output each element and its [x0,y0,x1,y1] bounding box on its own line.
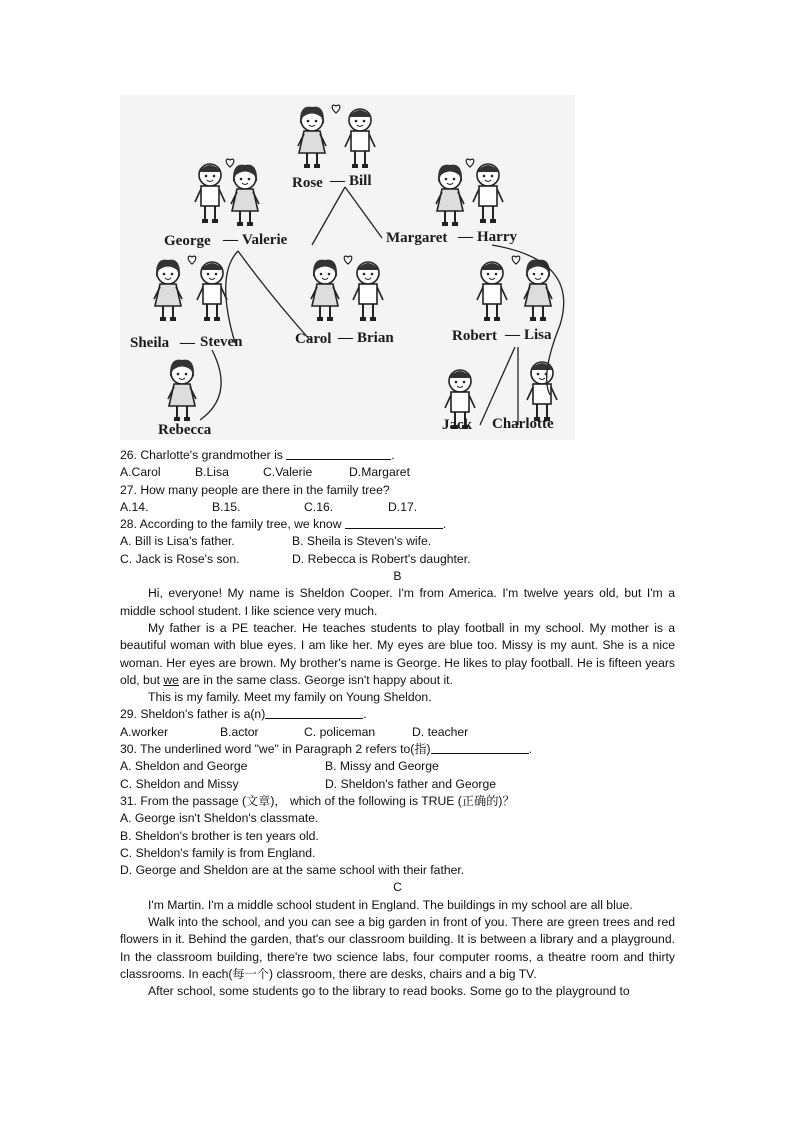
tree-name-jack: Jack [442,417,472,433]
question-28-options-row2 [120,551,675,568]
answer-blank[interactable] [286,447,391,460]
option: B.actor [220,724,259,739]
tree-name-sheila: Sheila [130,335,170,351]
tree-name-robert: Robert [452,328,497,344]
questions-and-passages [120,447,675,1001]
option: B.Lisa [195,465,229,480]
option: B. Sheldon's brother is ten years old. [120,828,319,843]
passage-c-paragraph-1: I'm Martin. I'm a middle school student in England. The buildings in my school are all blue. [148,897,633,912]
option: B.15. [212,499,241,514]
question-28: 28. According to the family tree, we know . [120,517,447,532]
tree-name-steven: Steven [200,334,243,350]
question-30-options-row1 [120,758,675,775]
tree-couple-dash: — [458,229,473,245]
option: A.Carol [120,465,161,480]
option: A.14. [120,499,149,514]
question-26: 26. Charlotte's grandmother is . [120,448,395,462]
tree-name-valerie: Valerie [242,232,288,248]
option: D.17. [388,499,418,514]
option: A. Bill is Lisa's father. [120,534,235,549]
option: C. Jack is Rose's son. [120,551,240,566]
underlined-word: we [163,672,179,687]
passage-c-paragraph-3: After school, some students go to the library to read books. Some go to the playground to [148,984,630,999]
option: C. Sheldon and Missy [120,776,239,791]
tree-name-bill: Bill [349,173,372,189]
tree-name-charlotte: Charlotte [492,416,554,432]
tree-name-george: George [164,233,211,249]
option: D. Rebecca is Robert's daughter. [292,551,471,566]
answer-blank[interactable] [265,706,363,719]
option: D.Margaret [349,465,410,480]
option: C.Valerie [263,465,313,480]
option: C.16. [304,499,334,514]
question-27-options [120,499,675,516]
option: C. Sheldon's family is from England. [120,845,316,860]
question-27: 27. How many people are there in the family tree? [120,482,390,497]
passage-b-paragraph-2: My father is a PE teacher. He teaches students to play football in my school. My mother is a beautiful woman with blue eyes. I am like her. My eyes are blue too. Missy is my aunt. She is a nice woman. Her eyes are brown. My brother's name is George. He likes to play football. He is fifteen years old, but we are in the same class. George isn't happy about it. [120,620,675,687]
answer-blank[interactable] [431,741,529,754]
tree-couple-dash: — [223,232,238,248]
option: A. George isn't Sheldon's classmate. [120,811,319,826]
tree-name-rose: Rose [292,175,323,191]
family-tree-illustration [120,95,575,440]
worksheet-page [120,95,675,999]
tree-name-margaret: Margaret [386,230,448,246]
question-29: 29. Sheldon's father is a(n) . [120,707,367,722]
option: D. George and Sheldon are at the same school with their father. [120,863,465,878]
option: A. Sheldon and George [120,759,248,774]
section-c-heading: C [393,880,402,895]
question-26-options [120,464,675,481]
tree-name-rebecca: Rebecca [158,422,212,438]
passage-c-paragraph-2: Walk into the school, and you can see a big garden in front of you. There are green trees and red flowers in it. Behind the garden, that's our classroom building. It is between a library and a playground. In the classroom building, there're two science labs, four computer rooms, a theatre room and thirty classrooms. In each(每一个) classroom, there are desks, chairs and a big TV. [120,915,675,981]
question-31: 31. From the passage (文章)， which of the following is TRUE (正确的)？ [120,793,515,808]
tree-name-harry: Harry [477,229,517,245]
tree-couple-dash: — [505,327,520,343]
question-29-options [120,724,675,741]
tree-couple-dash: — [330,173,345,189]
option: A.worker [120,724,169,739]
option: B. Sheila is Steven's wife. [292,534,432,549]
question-28-options-row1 [120,533,675,550]
question-30-options-row2 [120,776,675,793]
option: D. teacher [412,724,469,739]
tree-name-lisa: Lisa [524,327,552,343]
question-30: 30. The underlined word "we" in Paragraph 2 refers to(指) . [120,742,532,757]
tree-couple-dash: — [180,335,195,351]
option: C. policeman [304,724,376,739]
section-b-heading: B [393,569,402,584]
option: D. Sheldon's father and George [325,776,497,791]
option: B. Missy and George [325,759,439,774]
passage-b-paragraph-3: This is my family. Meet my family on Young Sheldon. [148,690,432,705]
tree-couple-dash: — [338,330,353,346]
tree-name-brian: Brian [357,330,394,346]
tree-name-carol: Carol [295,331,332,347]
answer-blank[interactable] [345,516,443,529]
family-tree-drawing [120,95,575,440]
passage-b-paragraph-1: Hi, everyone! My name is Sheldon Cooper. I'm from America. I'm twelve years old, but I'm a middle school student. I like science very much. [120,586,675,618]
